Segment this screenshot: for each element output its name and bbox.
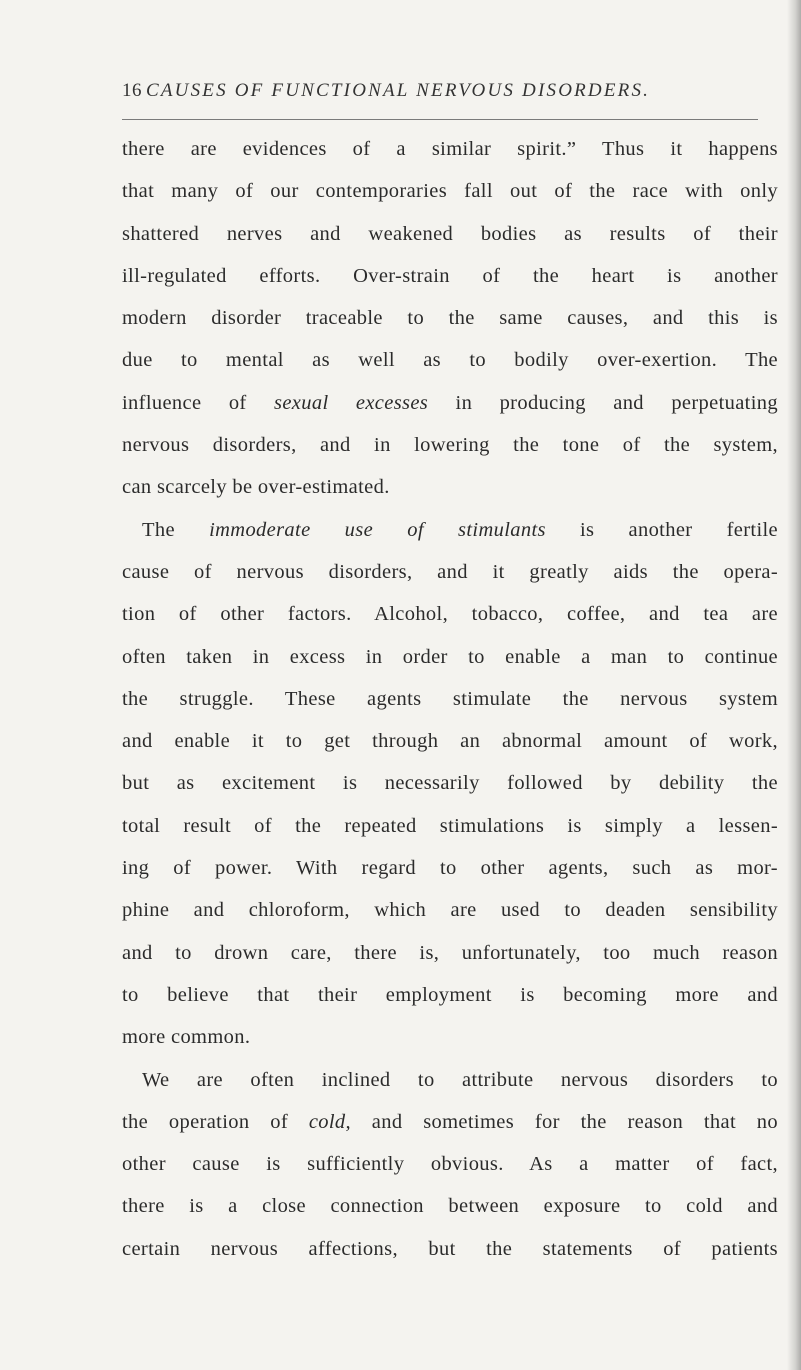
text-span: due to mental as well as to bodily over-exertion. The bbox=[122, 349, 778, 372]
text-line bbox=[122, 805, 778, 847]
text-line bbox=[122, 847, 778, 889]
text-span: that many of our contemporaries fall out of the race with only bbox=[122, 180, 778, 203]
page-edge-shadow bbox=[787, 0, 801, 1370]
text-line bbox=[122, 509, 778, 551]
text-line bbox=[122, 889, 778, 931]
text-line bbox=[122, 762, 778, 804]
text-line bbox=[122, 1059, 778, 1101]
page-header bbox=[122, 80, 762, 110]
text-line bbox=[122, 1016, 778, 1058]
text-span: and sometimes for the reason that no bbox=[350, 1110, 778, 1133]
text-span: but as excitement is necessarily followed by debility the bbox=[122, 772, 778, 795]
text-line bbox=[122, 424, 778, 466]
text-span: shattered nerves and weakened bodies as results of their bbox=[122, 222, 778, 245]
text-span: tion of other factors. Alcohol, tobacco, coffee, and tea are bbox=[122, 603, 778, 626]
text-line bbox=[122, 720, 778, 762]
text-span: We are often inclined to attribute nervous disorders to bbox=[142, 1068, 778, 1091]
text-span: can scarcely be over-estimated. bbox=[122, 476, 390, 499]
text-span: often taken in excess in order to enable a man to continue bbox=[122, 645, 778, 668]
text-span: the operation of bbox=[122, 1110, 309, 1133]
text-line bbox=[122, 678, 778, 720]
text-span: and to drown care, there is, unfortunately, too much reason bbox=[122, 941, 778, 964]
text-line bbox=[122, 170, 778, 212]
text-span: cause of nervous disorders, and it greatly aids the opera- bbox=[122, 560, 778, 583]
body-text bbox=[122, 128, 778, 1270]
text-span: influence of bbox=[122, 391, 275, 414]
text-line bbox=[122, 297, 778, 339]
text-span: ill-regulated efforts. Over-strain of the heart is another bbox=[122, 264, 778, 287]
text-line bbox=[122, 339, 778, 381]
page-number: 16 bbox=[122, 80, 142, 101]
text-span: total result of the repeated stimulations is simply a lessen- bbox=[122, 814, 778, 837]
text-line bbox=[122, 636, 778, 678]
text-line bbox=[122, 213, 778, 255]
text-line bbox=[122, 255, 778, 297]
text-span: The bbox=[142, 518, 210, 541]
text-span: is another fertile bbox=[545, 518, 778, 541]
text-span: nervous disorders, and in lowering the tone of the system, bbox=[122, 434, 778, 457]
text-line bbox=[122, 466, 778, 508]
italic-phrase: cold, bbox=[308, 1110, 351, 1133]
italic-phrase: sexual excesses bbox=[274, 391, 429, 414]
text-span: to believe that their employment is becoming more and bbox=[122, 983, 778, 1006]
text-line bbox=[122, 1185, 778, 1227]
text-line bbox=[122, 1228, 778, 1270]
text-line bbox=[122, 382, 778, 424]
text-span: the struggle. These agents stimulate the nervous system bbox=[122, 687, 778, 710]
header-rule bbox=[122, 119, 758, 120]
text-span: there are evidences of a similar spirit.” Thus it happens bbox=[122, 138, 778, 160]
text-line bbox=[122, 128, 778, 170]
text-line bbox=[122, 593, 778, 635]
text-span: phine and chloroform, which are used to deaden sensibility bbox=[122, 899, 778, 922]
text-span: there is a close connection between exposure to cold and bbox=[122, 1195, 778, 1218]
running-head: CAUSES OF FUNCTIONAL NERVOUS DISORDERS. bbox=[146, 80, 651, 101]
text-span: other cause is sufficiently obvious. As a matter of fact, bbox=[122, 1153, 778, 1176]
text-line bbox=[122, 974, 778, 1016]
text-line bbox=[122, 1143, 778, 1185]
italic-phrase: immoderate use of stimulants bbox=[209, 518, 546, 541]
text-span: and enable it to get through an abnormal amount of work, bbox=[122, 730, 778, 753]
text-span: ing of power. With regard to other agents, such as mor- bbox=[122, 857, 778, 880]
text-line bbox=[122, 932, 778, 974]
text-span: certain nervous affections, but the statements of patients bbox=[122, 1237, 778, 1260]
text-span: modern disorder traceable to the same causes, and this is bbox=[122, 307, 778, 330]
text-line bbox=[122, 1101, 778, 1143]
text-span: more common. bbox=[122, 1026, 251, 1049]
text-line bbox=[122, 551, 778, 593]
text-span: in producing and perpetuating bbox=[428, 391, 778, 414]
